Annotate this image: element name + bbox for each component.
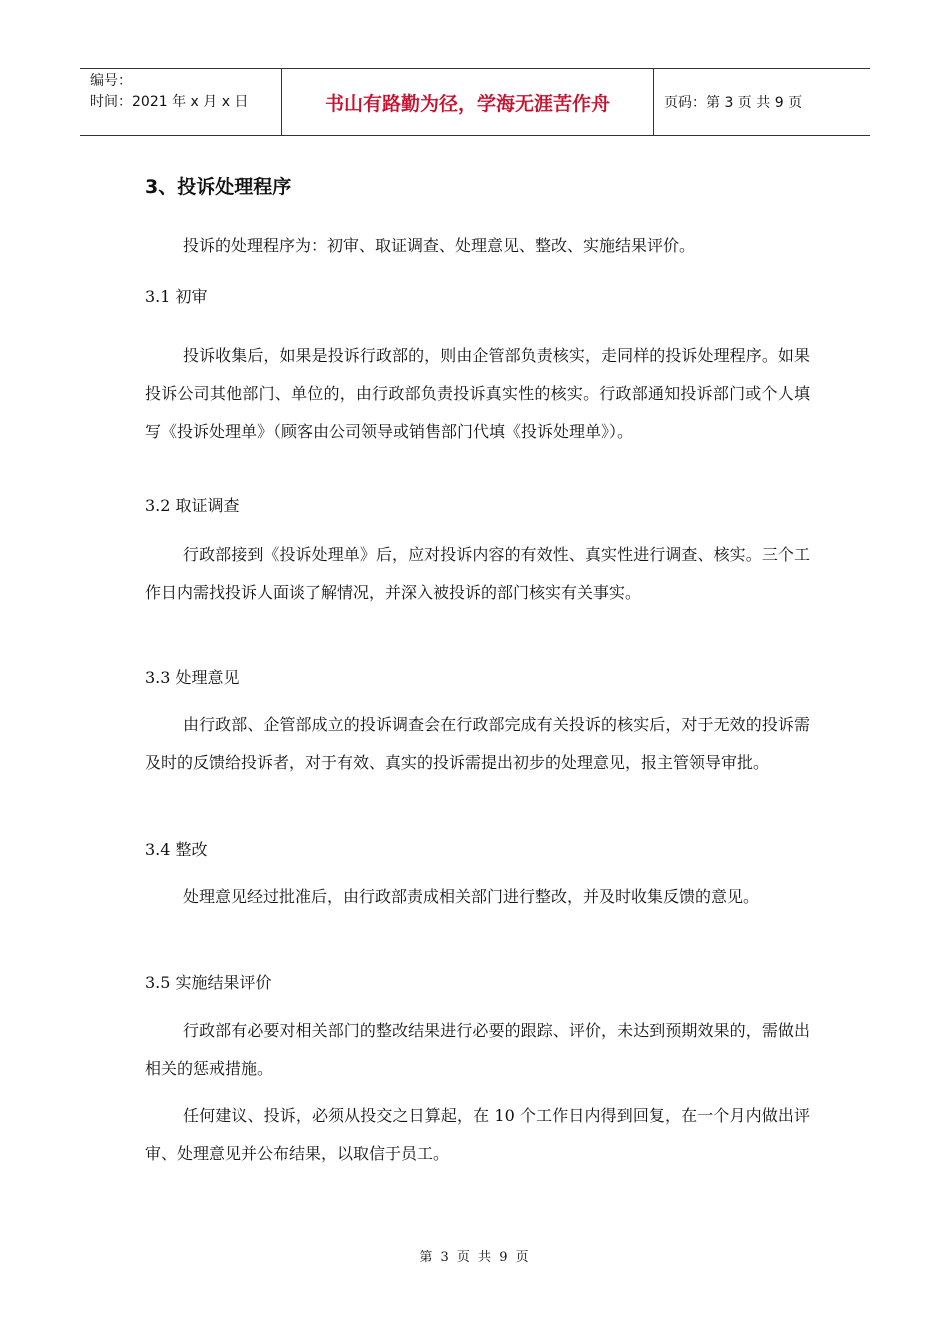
subsection-heading-3-2: 3.2 取证调查 [145, 496, 240, 515]
header-page-number: 页码：第 3 页 共 9 页 [664, 95, 803, 111]
header-motto: 书山有路勤为径，学海无涯苦作舟 [282, 69, 654, 135]
subsection-text-3-1: 投诉收集后，如果是投诉行政部的，则由企管部负责核实，走同样的投诉处理程序。如果投诉公司其他部门、单位的，由行政部负责投诉真实性的核实。行政部通知投诉部门或个人填写《投诉处理单》（顾客由公司领导或销售部门代填《投诉处理单》）。 [145, 346, 810, 441]
subsection-heading-3-3: 3.3 处理意见 [145, 668, 240, 687]
intro-paragraph: 投诉的处理程序为：初审、取证调查、处理意见、整改、实施结果评价。 [183, 236, 696, 255]
page-footer: 第 3 页 共 9 页 [419, 1250, 531, 1265]
header-meta [80, 69, 282, 135]
subsection-text-3-5: 行政部有必要对相关部门的整改结果进行必要的跟踪、评价，未达到预期效果的，需做出相关的惩戒措施。 [145, 1021, 810, 1078]
section-title: 3、投诉处理程序 [145, 176, 292, 198]
subsection-text-3-3: 由行政部、企管部成立的投诉调查会在行政部完成有关投诉的核实后，对于无效的投诉需及时的反馈给投诉者，对于有效、真实的投诉需提出初步的处理意见，报主管领导审批。 [145, 715, 810, 772]
subsection-heading-3-1: 3.1 初审 [145, 287, 208, 306]
closing-paragraph: 任何建议、投诉，必须从投交之日算起，在 10 个工作日内得到回复，在一个月内做出评审、处理意见并公布结果，以取信于员工。 [145, 1106, 810, 1163]
subsection-heading-3-5: 3.5 实施结果评价 [145, 973, 272, 992]
subsection-text-3-4: 处理意见经过批准后，由行政部责成相关部门进行整改，并及时收集反馈的意见。 [183, 887, 760, 906]
page-header [80, 68, 870, 136]
document-number: 编号： [90, 73, 132, 89]
subsection-heading-3-4: 3.4 整改 [145, 840, 208, 859]
subsection-text-3-2: 行政部接到《投诉处理单》后，应对投诉内容的有效性、真实性进行调查、核实。三个工作日内需找投诉人面谈了解情况，并深入被投诉的部门核实有关事实。 [145, 545, 810, 602]
document-date: 时间：2021 年 x 月 x 日 [90, 94, 249, 110]
